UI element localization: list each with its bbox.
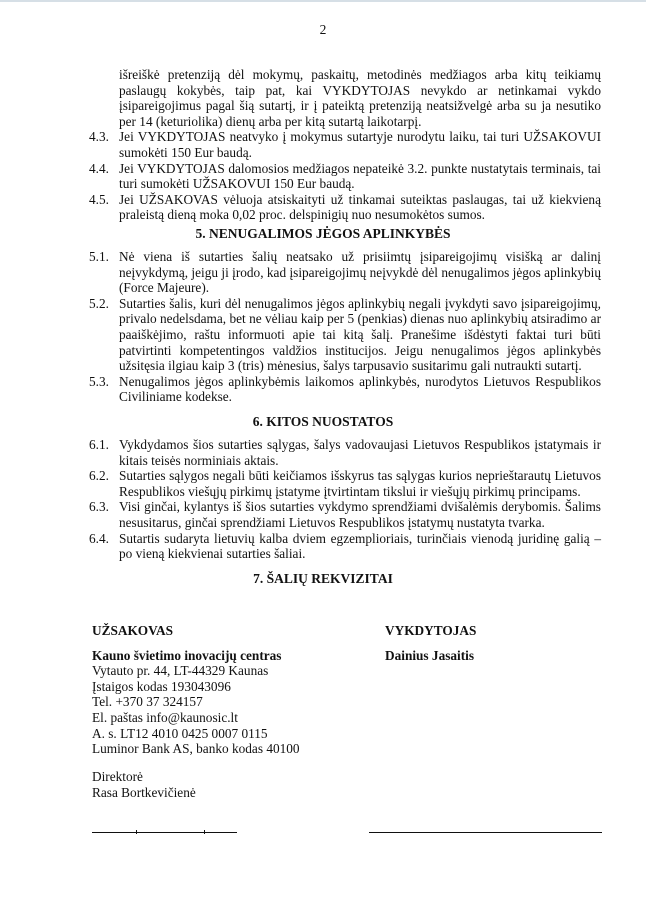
clause-5-3 (89, 374, 601, 405)
clause-number: 6.2. (89, 468, 109, 484)
clause-text: Jei UŽSAKOVAS vėluoja atsiskaityti už tinkamai suteiktas paslaugas, tai už kiekvieną praleistą dieną moka 0,02 proc. delspinigių nuo nesumokėtos sumos. (119, 191, 601, 223)
clause-number: 5.1. (89, 249, 109, 264)
section-6-block (89, 437, 601, 562)
clause-number: 5.2. (89, 295, 109, 311)
customer-requisites (92, 623, 300, 757)
clause-number: 5.3. (89, 373, 109, 389)
customer-code: Įstaigos kodas 193043096 (92, 678, 231, 694)
clause-text: Sutarties sąlygos negali būti keičiamos išskyrus tas sąlygas kurios neprieštarautų Lietuvos Respublikos viešųjų pirkimų įstatyme įtvirtintam tikslui ir viešųjų pirkimų principams. (119, 468, 601, 499)
clause-6-4 (89, 531, 601, 562)
customer-phone: Tel. +370 37 324157 (92, 694, 203, 710)
clause-number: 4.5. (89, 191, 109, 207)
signatory-name: Rasa Bortkevičienė (92, 784, 196, 800)
signatory-position: Direktorė (92, 769, 143, 784)
clause-text: Sutarties šalis, kuri dėl nenugalimos jėgos aplinkybių negali įvykdyti savo įsipareigojimų, privalo nedelsdama, bet ne vėliau kaip per 5 (penkias) dienas nuo aplinkybių atsiradimo ar paaiškėjimo, raštu informuoti apie tai kitą šalį. Pranešime išdėstyti faktai turi būti patvirtinti kompetentingos valdžios institucijos. Jeigu nenugalimos jėgos aplinkybės užsitęsia ilgiau kaip 3 (tris) mėnesius, šalys tarpusavio susitarimu gali nutraukti sutartį. (119, 295, 601, 374)
clause-6-1 (89, 437, 601, 468)
clause-6-3 (89, 499, 601, 530)
section-5-block (89, 249, 601, 405)
clause-text: Jei VYKDYTOJAS dalomosios medžiagos nepateikė 3.2. punkte nustatytais terminais, tai turi sumokėti UŽSAKOVUI 150 Eur baudą. (119, 160, 601, 192)
customer-account: A. s. LT12 4010 0425 0007 0115 (92, 725, 268, 741)
section-7-heading: 7. ŠALIŲ REKVIZITAI (253, 571, 393, 586)
clause-number: 6.1. (89, 437, 109, 452)
clause-text: Visi ginčai, kylantys iš šios sutarties vykdymo sprendžiami dvišalėmis derybomis. Šalims nesusitarus, ginčai sprendžiami Lietuvos Respublikos įstatymų nustatyta tvarka. (119, 499, 601, 530)
viewer-top-border (0, 0, 646, 2)
clause-number: 4.4. (89, 160, 109, 176)
signature-line-tick (204, 830, 205, 834)
section-4-block (89, 67, 601, 223)
clause-5-2 (89, 296, 601, 374)
contractor-requisites (385, 623, 476, 663)
clause-4-2-continuation: išreiškė pretenziją dėl mokymų, paskaitų, metodinės medžiagos arba kitų teikiamų paslaugų kokybės, taip pat, kai VYKDYTOJAS nevykdo ar netinkamai vykdo įsipareigojimus pagal šią sutartį, ir į pateiktą pretenziją neatsižvelgė arba su ja nesutiko per 14 (keturiolika) dienų arba per kitą sutartą laikotarpį. (119, 67, 601, 129)
contractor-name: Dainius Jasaitis (385, 647, 475, 663)
customer-email: El. paštas info@kaunosic.lt (92, 709, 238, 725)
signature-line-tick (136, 830, 137, 834)
clause-number: 6.3. (89, 499, 109, 515)
section-6-heading: 6. KITOS NUOSTATOS (252, 414, 394, 429)
clause-number: 6.4. (89, 530, 109, 546)
customer-bank: Luminor Bank AS, banko kodas 40100 (92, 741, 300, 757)
contractor-role: VYKDYTOJAS (385, 623, 477, 638)
clause-4-3 (89, 129, 601, 160)
section-5-heading: 5. NENUGALIMOS JĖGOS APLINKYBĖS (195, 226, 451, 241)
clause-4-4 (89, 161, 601, 192)
clause-number: 4.3. (89, 129, 109, 145)
clause-text: Jei VYKDYTOJAS neatvyko į mokymus sutartyje nurodytu laiku, tai turi UŽSAKOVUI sumokėti 150 Eur baudą. (119, 129, 601, 160)
clause-text: Nenugalimos jėgos aplinkybėmis laikomos aplinkybės, nurodytos Lietuvos Respublikos Civiliniame kodekse. (119, 373, 601, 405)
clause-text: Vykdydamos šios sutarties sąlygas, šalys vadovaujasi Lietuvos Respublikos įstatymais ir kitais teisės norminiais aktais. (119, 437, 601, 468)
contractor-signature-line (369, 832, 602, 833)
clause-text: Sutartis sudaryta lietuvių kalba dviem egzemplioriais, turinčiais vienodą juridinę galią – po vieną kiekvienai sutarties šaliai. (119, 530, 601, 562)
clause-text: Nė viena iš sutarties šalių neatsako už prisiimtų įsipareigojimų visišką ar dalinį neįvykdymą, jeigu ji įrodo, kad įsipareigojimų neįvykdė dėl nenugalimos jėgos aplinkybių (Force Majeure). (119, 249, 601, 296)
customer-signature-line (92, 832, 237, 833)
customer-name: Kauno švietimo inovacijų centras (92, 647, 282, 663)
customer-role: UŽSAKOVAS (92, 623, 174, 638)
clause-5-1 (89, 249, 601, 296)
customer-signatory-block (92, 769, 196, 800)
clause-6-2 (89, 468, 601, 499)
page-number: 2 (319, 22, 327, 37)
customer-address: Vytauto pr. 44, LT-44329 Kaunas (92, 663, 269, 679)
clause-4-5 (89, 192, 601, 223)
